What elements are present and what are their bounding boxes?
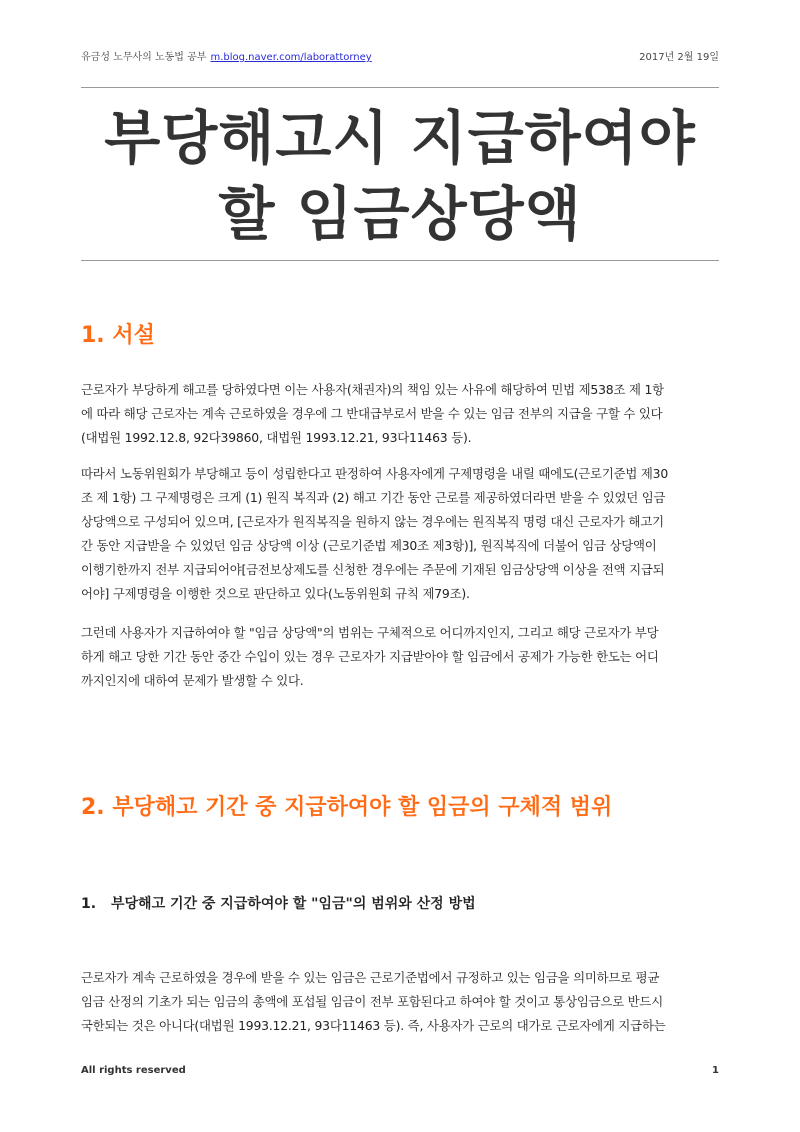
- section-1-paragraph-3: [81, 621, 725, 693]
- title-line-1: 부당해고시 지급하여야: [104, 104, 696, 172]
- section-1-paragraph-1: [81, 378, 725, 450]
- paragraph-line: 따라서 노동위원회가 부당해고 등이 성립한다고 판정하여 사용자에게 구제명령을 내릴 때에도(근로기준법 제30: [81, 466, 669, 481]
- paragraph-line: 어야] 구제명령을 이행한 것으로 판단하고 있다(노동위원회 규칙 제79조).: [81, 586, 470, 601]
- paragraph-line: 간 동안 지급받을 수 있었던 임금 상당액 이상 (근로기준법 제30조 제3항)], 원직복직에 더불어 임금 상당액이: [81, 538, 657, 553]
- blog-link[interactable]: m.blog.naver.com/laborattorney: [210, 52, 372, 63]
- header-author: 유금성 노무사의 노동법 공부: [81, 52, 207, 63]
- copyright-notice: All rights reserved: [81, 1065, 186, 1076]
- paragraph-line: 에 따라 해당 근로자는 계속 근로하였을 경우에 그 반대급부로서 받을 수 있는 임금 전부의 지급을 구할 수 있다: [81, 406, 663, 421]
- paragraph-line: 근로자가 부당하게 해고를 당하였다면 이는 사용자(채권자)의 책임 있는 사유에 해당하여 민법 제538조 제 1항: [81, 382, 664, 397]
- header-left: [81, 48, 372, 63]
- paragraph-line: 상당액으로 구성되어 있으며, [근로자가 원직복직을 원하지 않는 경우에는 원직복직 명령 대신 근로자가 해고기: [81, 514, 664, 529]
- document-title: [81, 100, 719, 252]
- header-date: 2017년 2월 19일: [639, 52, 719, 63]
- paragraph-line: 까지인지에 대하여 문제가 발생할 수 있다.: [81, 673, 304, 688]
- paragraph-line: 조 제 1항) 그 구제명령은 크게 (1) 원직 복직과 (2) 해고 기간 동안 근로를 제공하였더라면 받을 수 있었던 임금: [81, 490, 666, 505]
- paragraph-line: (대법원 1992.12.8, 92다39860, 대법원 1993.12.21, 93다11463 등).: [81, 430, 472, 445]
- paragraph-line: 그런데 사용자가 지급하여야 할 "임금 상당액"의 범위는 구체적으로 어디까지인지, 그리고 해당 근로자가 부당: [81, 625, 659, 640]
- page-number: 1: [712, 1065, 719, 1076]
- paragraph-line: 근로자가 계속 근로하였을 경우에 받을 수 있는 임금은 근로기준법에서 규정하고 있는 임금을 의미하므로 평균: [81, 970, 660, 985]
- title-divider: [81, 260, 719, 261]
- section-2-paragraph-1: [81, 966, 725, 1038]
- paragraph-line: 하게 해고 당한 기간 동안 중간 수입이 있는 경우 근로자가 지급받아야 할 임금에서 공제가 가능한 한도는 어디: [81, 649, 659, 664]
- top-divider: [81, 87, 719, 88]
- paragraph-line: 국한되는 것은 아니다(대법원 1993.12.21, 93다11463 등). 즉, 사용자가 근로의 대가로 근로자에게 지급하는: [81, 1018, 666, 1033]
- section-2-heading: 2. 부당해고 기간 중 지급하여야 할 임금의 구체적 범위: [81, 795, 613, 820]
- subsection-number: 1.: [81, 896, 97, 912]
- title-line-2: 할 임금상당액: [218, 180, 582, 248]
- section-1-heading: 1. 서설: [81, 323, 155, 348]
- paragraph-line: 이행기한까지 전부 지급되어야[금전보상제도를 신청한 경우에는 주문에 기재된 임금상당액 이상을 전액 지급되: [81, 562, 665, 577]
- paragraph-line: 임금 산정의 기초가 되는 임금의 총액에 포섭될 임금이 전부 포함된다고 하여야 할 것이고 통상임금으로 반드시: [81, 994, 663, 1009]
- subsection-title: 부당해고 기간 중 지급하여야 할 "임금"의 범위와 산정 방법: [111, 896, 476, 912]
- subsection-1-heading: [81, 893, 476, 913]
- section-1-paragraph-2: [81, 462, 725, 606]
- page-header: [81, 48, 719, 64]
- page-footer: [81, 1065, 719, 1076]
